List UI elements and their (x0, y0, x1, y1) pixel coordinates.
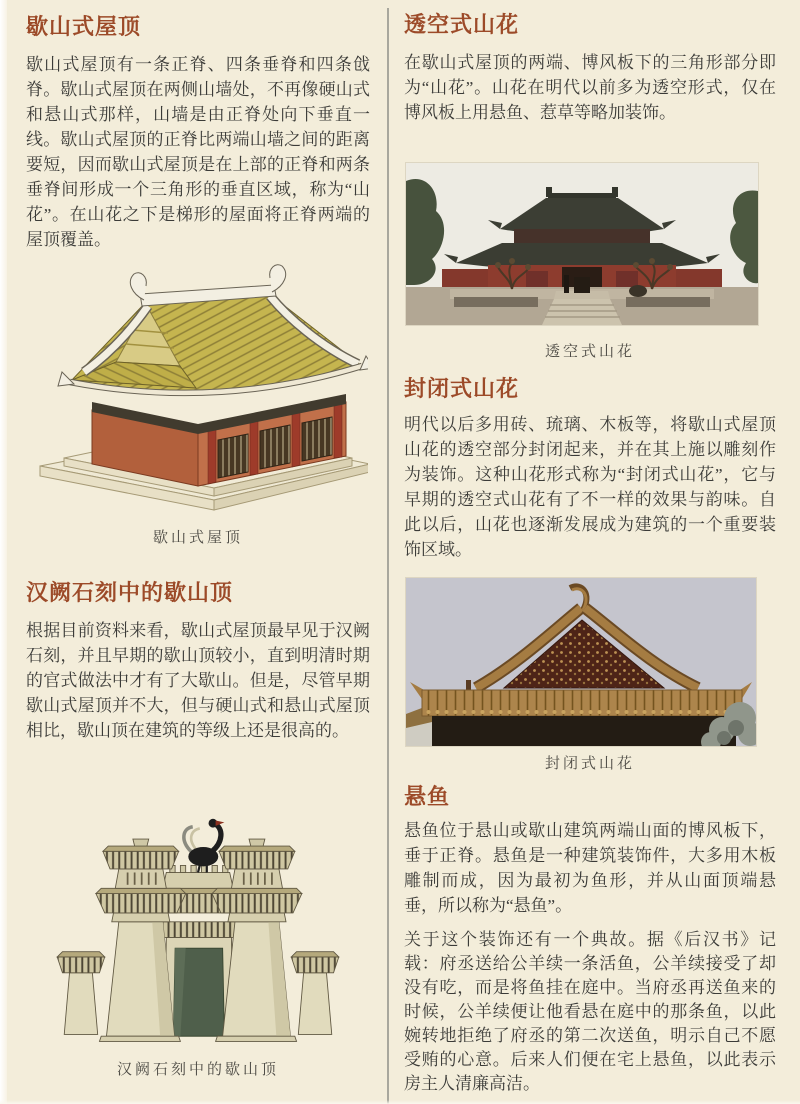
paragraph-open-gable: 在歇山式屋顶的两端、博风板下的三角形部分即为“山花”。山花在明代以前多为透空形式，仅在博风板上用悬鱼、惹草等略加装饰。 (404, 53, 776, 122)
heading-xuanyu: 悬鱼 (404, 784, 451, 809)
figure-xieshan-roof-illustration (18, 260, 378, 518)
heading-open-gable: 透空式山花 (404, 12, 520, 37)
caption-xieshan-roof: 歇山式屋顶 (152, 530, 243, 546)
heading-xieshan-roof: 歇山式屋顶 (26, 14, 142, 39)
caption-closed-gable: 封闭式山花 (544, 756, 635, 772)
photo-open-gable (406, 163, 758, 325)
paragraph-xieshan-roof: 歇山式屋顶有一条正脊、四条垂脊和四条戗脊。歇山式屋顶在两侧山墙处，不再像硬山式和悬山式那样，山墙是由正脊处向下垂直一线。歇山式屋顶的正脊比两端山墙之间的距离要短，因而歇山式屋顶是在上部的正脊和两条垂脊间形成一个三角形的垂直区域，称为“山花”。在山花之下是梯形的屋面将正脊两端的屋顶覆盖。 (26, 55, 370, 249)
xieshan-roof-illustration (28, 260, 368, 516)
scan-edge-bottom (0, 1100, 800, 1104)
scan-edge (0, 0, 7, 1104)
column-divider (387, 8, 389, 1104)
figure-hanque-illustration (18, 788, 378, 1054)
paragraph-closed-gable: 明代以后多用砖、琉璃、木板等，将歇山式屋顶山花的透空部分封闭起来，并在其上施以雕刻作为装饰。这种山花形式称为“封闭式山花”，它与早期的透空式山花有了不一样的效果与韵味。自此以后，山花也逐渐发展成为建筑的一个重要装饰区域。 (404, 415, 776, 559)
paragraph-hanque: 根据目前资料来看，歇山式屋顶最早见于汉阙石刻，并且早期的歇山顶较小，直到明清时期的官式做法中才有了大歇山。但是，尽管早期歇山式屋顶并不大，但与硬山式和悬山式屋顶相比，歇山顶在建筑的等级上还是很高的。 (26, 621, 370, 740)
heading-closed-gable: 封闭式山花 (404, 376, 520, 401)
paragraph-xuanyu-2: 关于这个装饰还有一个典故。据《后汉书》记载：府丞送给公羊续一条活鱼，公羊续接受了却没有吃，而是将鱼挂在庭中。当府丞再送鱼来的时候，公羊续便让他看悬在庭中的那条鱼，以此婉转地拒绝了府丞的第二次送鱼，明示自己不愿受贿的心意。后来人们便在宅上悬鱼，以此表示房主人清廉高洁。 (404, 930, 776, 1093)
caption-open-gable: 透空式山花 (544, 344, 635, 360)
paragraph-xuanyu-1: 悬鱼位于悬山或歇山建筑两端山面的博风板下，垂于正脊。悬鱼是一种建筑装饰件，大多用木板雕制而成，因为最初为鱼形，并从山面顶端悬垂，所以称为“悬鱼”。 (404, 821, 776, 915)
heading-hanque: 汉阙石刻中的歇山顶 (26, 580, 234, 605)
temple-photo (406, 163, 758, 325)
gable-photo (406, 578, 756, 746)
photo-closed-gable (406, 578, 756, 746)
hanque-gate-illustration (48, 788, 348, 1052)
caption-hanque: 汉阙石刻中的歇山顶 (116, 1062, 279, 1078)
